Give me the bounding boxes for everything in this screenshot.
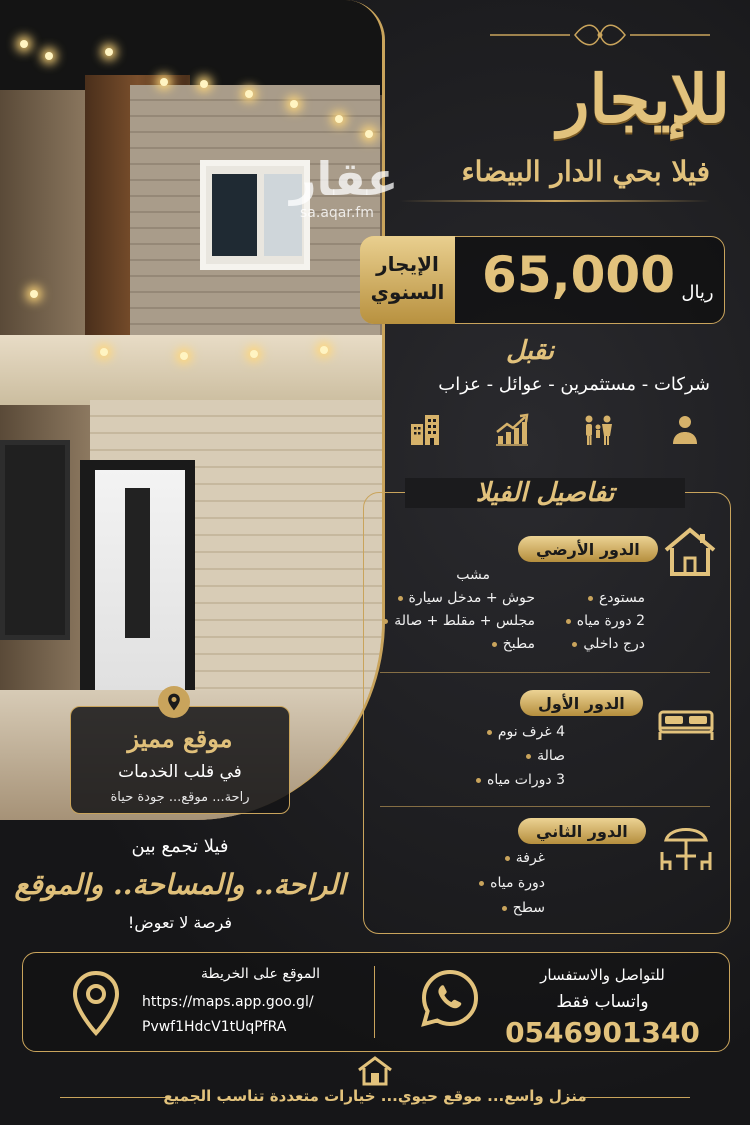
location-badge-title: موقع مميز xyxy=(127,724,233,753)
second-item-2: دورة مياه xyxy=(440,875,545,891)
price-currency: ريال xyxy=(681,282,714,303)
section-divider xyxy=(380,806,710,807)
tenant-icons-row xyxy=(405,410,705,450)
first-item-3: 3 دورات مياه xyxy=(440,772,565,788)
villa-photo xyxy=(0,0,385,820)
section-divider xyxy=(380,672,710,673)
ornament-icon xyxy=(490,20,710,50)
first-item-2: صالة xyxy=(440,748,565,764)
growth-chart-icon xyxy=(492,410,532,450)
family-icon xyxy=(578,410,618,450)
contact-whatsapp-only: واتساب فقط xyxy=(556,992,649,1012)
location-badge-subtitle: في قلب الخدمات xyxy=(118,762,242,782)
price-label-line1: الإيجار xyxy=(376,252,439,276)
contact-divider xyxy=(374,966,375,1038)
ground-item-1: مستودع xyxy=(545,590,645,606)
patio-umbrella-icon xyxy=(656,818,716,878)
tagline-intro: فيلا تجمع بين xyxy=(131,836,229,857)
price-label xyxy=(360,250,455,306)
phone-number[interactable]: 0546901340 xyxy=(505,1016,700,1049)
first-item-1: 4 غرف نوم xyxy=(440,724,565,740)
map-url-line2[interactable]: Pvwf1HdcV1tUqPfRA xyxy=(142,1019,287,1035)
watermark-url: sa.aqar.fm xyxy=(300,205,374,221)
map-label: الموقع على الخريطة xyxy=(201,966,320,982)
location-pin-icon xyxy=(158,686,190,718)
page-title: للإيجار xyxy=(557,60,730,138)
second-item-1: غرفة xyxy=(440,850,545,866)
accept-list: شركات - مستثمرين - عوائل - عزاب xyxy=(438,374,710,395)
home-icon xyxy=(356,1055,394,1087)
map-pin-icon xyxy=(70,970,122,1036)
watermark-brand: عقار xyxy=(290,152,399,206)
tagline-offer: فرصة لا تعوض! xyxy=(127,913,233,932)
contact-title: للتواصل والاستفسار xyxy=(540,966,665,984)
ground-item-5: حوش + مدخل سيارة xyxy=(370,590,535,606)
map-url-line1[interactable]: https://maps.app.goo.gl/ xyxy=(142,994,314,1010)
ground-item-7: مطبخ xyxy=(370,636,535,652)
whatsapp-icon[interactable] xyxy=(418,966,482,1030)
tagline-highlight: الراحة.. والمساحة.. والموقع xyxy=(14,868,346,901)
ground-item-2: 2 دورة مياه xyxy=(545,613,645,629)
ground-floor-label: الدور الأرضي xyxy=(518,536,658,562)
accept-title: نقبل xyxy=(506,336,554,366)
building-icon xyxy=(405,410,445,450)
first-floor-label: الدور الأول xyxy=(520,690,643,716)
ground-item-6: مجلس + مقلط + صالة xyxy=(370,613,535,629)
house-icon xyxy=(660,522,720,582)
person-icon xyxy=(665,410,705,450)
footer-tagline: منزل واسع... موقع حيوي... خيارات متعددة تناسب الجميع xyxy=(163,1087,587,1105)
ground-item-4: مشب xyxy=(456,567,490,583)
bed-icon xyxy=(656,690,716,750)
second-item-3: سطح xyxy=(440,900,545,916)
page-subtitle: فيلا بحي الدار البيضاء xyxy=(461,155,710,188)
title-divider xyxy=(400,200,710,202)
second-floor-label: الدور الثاني xyxy=(518,818,646,844)
price-label-line2: السنوي xyxy=(370,280,445,304)
location-badge-note: راحة... موقع... جودة حياة xyxy=(110,790,250,805)
details-title: تفاصيل الفيلا xyxy=(405,478,685,508)
ground-item-3: درج داخلي xyxy=(545,636,645,652)
price-value: 65,000 xyxy=(482,246,675,304)
